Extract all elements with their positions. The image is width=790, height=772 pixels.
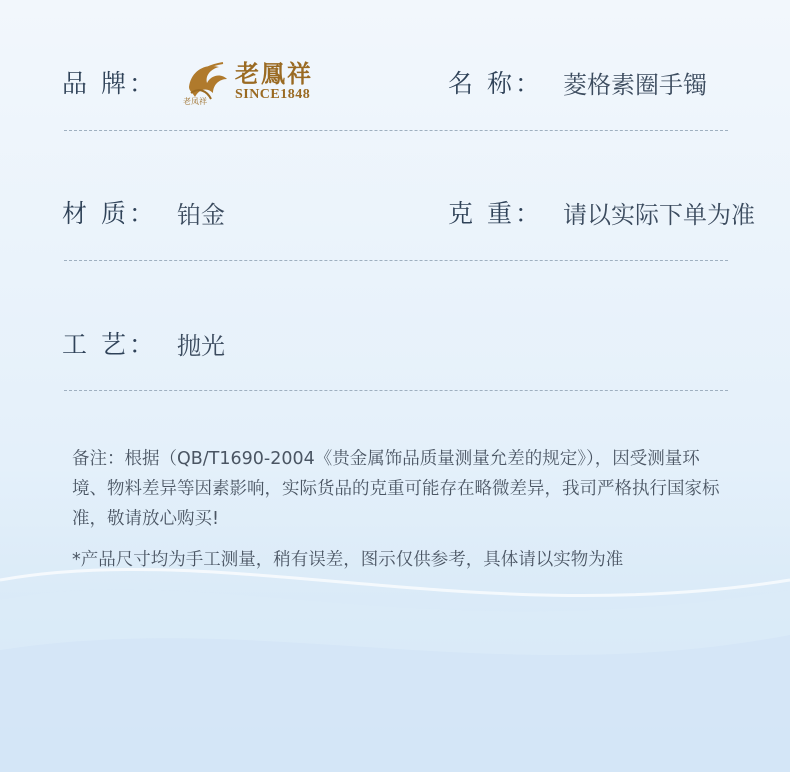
weight-label: 克 重： [448,199,543,228]
size-note: *产品尺寸均为手工测量，稍有误差，图示仅供参考，具体请以实物为准 [72,550,624,570]
weight-value: 请以实际下单为准 [562,200,755,229]
spec-row-material-weight [62,182,755,242]
brand-cell [62,52,313,112]
logo-chinese-text: 老鳳祥 [234,59,313,88]
divider [64,130,728,131]
material-value: 铂金 [176,200,225,229]
name-cell [448,52,707,112]
name-label: 名 称： [448,69,543,98]
phoenix-logo-icon [181,57,233,107]
craft-value: 抛光 [176,331,225,360]
spec-row-craft [62,313,752,373]
divider [64,260,728,261]
weight-cell [448,182,755,242]
material-label: 材 质： [62,199,157,228]
logo-since-text: SINCE1848 [234,87,311,102]
name-value: 菱格素圈手镯 [562,70,707,99]
brand-label: 品 牌： [62,69,157,98]
brand-logo [181,57,313,107]
craft-label: 工 艺： [62,330,157,359]
material-cell [62,182,225,242]
spec-row-brand-name [62,52,752,112]
divider [64,390,728,391]
craft-cell [62,313,225,373]
svg-text:老凤祥: 老凤祥 [182,97,207,106]
remark-note: 备注：根据（QB/T1690-2004《贵金属饰品质量测量允差的规定》），因受测量环境、物料差异等因素影响，实际货品的克重可能存在略微差异，我司严格执行国家标准，敬请放心购买! [72,449,720,529]
